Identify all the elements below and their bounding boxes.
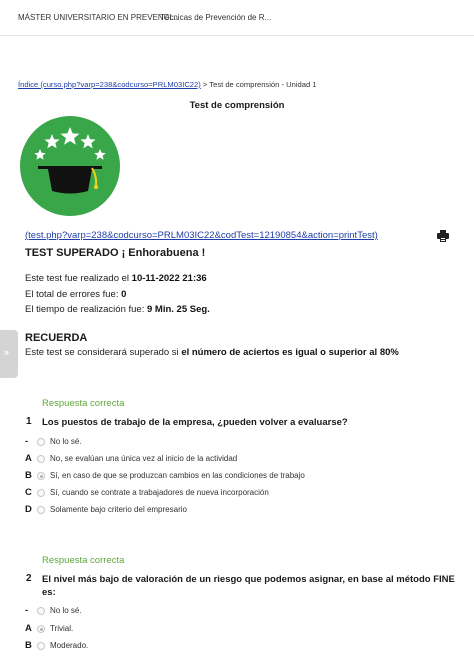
radio-selected-icon[interactable]: [37, 625, 45, 633]
recuerda-text: [25, 347, 399, 358]
answer-option[interactable]: [25, 453, 465, 465]
option-text: No lo sé.: [50, 606, 82, 615]
result-heading: TEST SUPERADO ¡ Enhorabuena !: [25, 247, 206, 259]
option-text: No lo sé.: [50, 437, 82, 446]
star-icon: [34, 149, 45, 160]
star-icon: [61, 127, 80, 145]
star-icon: [80, 134, 95, 148]
radio-icon[interactable]: [37, 489, 45, 497]
date-label: Este test fue realizado el: [25, 273, 132, 284]
answer-option-selected[interactable]: [25, 470, 465, 482]
answer-status: Respuesta correcta: [42, 398, 125, 409]
errors-line: [25, 289, 126, 300]
radio-icon[interactable]: [37, 642, 45, 650]
time-value: 9 Min. 25 Seg.: [146, 304, 210, 315]
recuerda-threshold: el número de aciertos es igual o superior al 80%: [181, 347, 399, 358]
option-letter: -: [25, 605, 29, 616]
errors-value: 0: [121, 289, 127, 300]
radio-icon[interactable]: [37, 607, 45, 615]
side-expand-tab[interactable]: [0, 330, 18, 378]
question-text: Los puestos de trabajo de la empresa, ¿pueden volver a evaluarse?: [42, 417, 348, 428]
radio-selected-icon[interactable]: [37, 472, 45, 480]
option-letter: B: [25, 470, 32, 481]
recuerda-label: Este test se considerará superado si: [25, 347, 182, 358]
printer-icon[interactable]: [436, 229, 450, 243]
breadcrumb: [18, 80, 317, 89]
date-line: [25, 273, 207, 284]
course-tab[interactable]: MÁSTER UNIVERSITARIO EN PREVENCI...: [18, 13, 179, 22]
option-letter: B: [25, 640, 32, 651]
question-number: 1: [26, 416, 32, 427]
option-letter: A: [25, 453, 32, 464]
recuerda-heading: RECUERDA: [25, 332, 88, 344]
subject-tab[interactable]: Técnicas de Prevención de R...: [160, 13, 272, 22]
answer-status: Respuesta correcta: [42, 555, 125, 566]
option-text: Sí, cuando se contrate a trabajadores de nueva incorporación: [50, 488, 269, 497]
breadcrumb-index-link[interactable]: Índice (curso.php?varp=238&codcurso=PRLM03IC22): [18, 80, 201, 89]
answer-option[interactable]: [25, 436, 465, 448]
top-bar: [0, 0, 474, 36]
option-text: Moderado.: [50, 641, 89, 650]
answer-option[interactable]: [25, 504, 465, 516]
chevron-right-icon: »: [4, 347, 10, 357]
print-test-link[interactable]: (test.php?varp=238&codcurso=PRLM03IC22&codTest=12190854&action=printTest): [25, 230, 378, 241]
option-letter: -: [25, 436, 29, 447]
radio-icon[interactable]: [37, 506, 45, 514]
question-text: El nivel más bajo de valoración de un riesgo que podemos asignar, en base al método FINE es:: [42, 574, 455, 598]
option-text: Sí, en caso de que se produzcan cambios en las condiciones de trabajo: [50, 471, 305, 480]
option-text: Trivial.: [50, 624, 74, 633]
star-icon: [94, 149, 105, 160]
option-letter: C: [25, 487, 32, 498]
graduation-cap-icon: [20, 116, 120, 216]
option-letter: A: [25, 623, 32, 634]
option-text: No, se evalúan una única vez al inicio de la actividad: [50, 454, 238, 463]
radio-icon[interactable]: [37, 438, 45, 446]
radio-icon[interactable]: [37, 455, 45, 463]
errors-label: El total de errores fue:: [25, 289, 122, 300]
star-icon: [44, 134, 59, 148]
graduation-badge: [20, 116, 120, 216]
time-label: El tiempo de realización fue:: [25, 304, 147, 315]
option-text: Solamente bajo criterio del empresario: [50, 505, 187, 514]
date-value: 10-11-2022 21:36: [131, 273, 207, 284]
answer-option[interactable]: [25, 640, 465, 652]
breadcrumb-current: > Test de comprensión - Unidad 1: [200, 80, 317, 89]
page-title: Test de comprensión: [189, 100, 285, 111]
question-number: 2: [26, 573, 32, 584]
answer-option[interactable]: [25, 605, 465, 617]
time-line: [25, 304, 210, 315]
answer-option[interactable]: [25, 487, 465, 499]
answer-option-selected[interactable]: [25, 623, 465, 635]
option-letter: D: [25, 504, 32, 515]
